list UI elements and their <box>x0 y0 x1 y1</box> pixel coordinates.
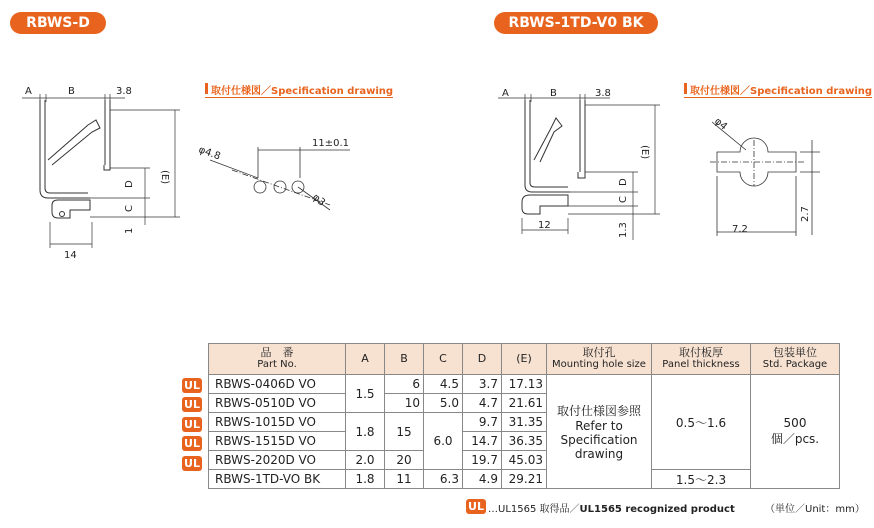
right-width: 7.2 <box>732 224 748 235</box>
table-cell: 17.13 <box>502 375 547 394</box>
table-cell: 19.7 <box>463 451 502 470</box>
right-dim-3-8: 3.8 <box>595 88 611 99</box>
left-spec-holes <box>210 147 350 210</box>
ul-badge: UL <box>182 436 202 451</box>
right-height: 2.7 <box>800 206 811 222</box>
table-cell: 14.7 <box>463 432 502 451</box>
table-cell: RBWS-2020D VO <box>209 451 346 470</box>
footnote-text: …UL1565 取得品／UL1565 recognized product <box>488 504 735 515</box>
table-cell: 45.03 <box>502 451 547 470</box>
left-hole1: φ4.8 <box>196 144 222 163</box>
right-dim-d: D <box>618 178 629 186</box>
left-dim-e: (E) <box>159 170 170 185</box>
table-cell: 31.35 <box>502 413 547 432</box>
mounting-hole-cell: 取付仕様図参照 Refer to Specification drawing <box>547 375 652 489</box>
left-pitch: 11±0.1 <box>312 138 350 149</box>
product-title-rbws-d: RBWS-D <box>10 12 106 34</box>
left-dim-a: A <box>25 86 32 97</box>
left-dim-3-8: 3.8 <box>116 86 132 97</box>
table-cell: 15 <box>385 413 424 451</box>
table-cell: 29.21 <box>502 470 547 489</box>
table-cell: 5.0 <box>424 394 463 413</box>
left-part-profile <box>40 100 110 218</box>
header-part-no: 品 番 Part No. <box>209 344 346 375</box>
panel-thickness-cell-2: 1.5～2.3 <box>652 470 751 489</box>
table-cell: 4.7 <box>463 394 502 413</box>
table-cell: RBWS-1015D VO <box>209 413 346 432</box>
table-cell: 11 <box>385 470 424 489</box>
right-part-profile <box>522 100 585 214</box>
ul-badge: UL <box>182 378 202 393</box>
table-cell: RBWS-0406D VO <box>209 375 346 394</box>
right-dim-e: (E) <box>639 145 650 160</box>
table-row <box>209 470 840 489</box>
left-dim-1: 1 <box>124 227 135 234</box>
footnote-ul-badge: UL <box>466 499 486 514</box>
ul-badge: UL <box>182 456 202 471</box>
right-dim-c: C <box>618 196 629 203</box>
panel-thickness-cell: 0.5～1.6 <box>652 375 751 470</box>
left-hole2: φ3 <box>310 191 328 209</box>
table-cell: 4.5 <box>424 375 463 394</box>
right-dim-b: B <box>550 88 557 99</box>
table-cell: 36.35 <box>502 432 547 451</box>
product-title-rbws-1td: RBWS-1TD-V0 BK <box>494 12 658 34</box>
header-c: C <box>424 344 463 375</box>
left-dim-14: 14 <box>64 250 77 261</box>
table-row <box>209 375 840 394</box>
spec-drawing-label-right: 取付仕様図／Specification drawing <box>684 82 872 98</box>
table-cell: 3.7 <box>463 375 502 394</box>
header-panel-thickness: 取付板厚 Panel thickness <box>652 344 751 375</box>
table-cell: 1.8 <box>346 413 385 451</box>
header-b: B <box>385 344 424 375</box>
package-cell: 500 個／pcs. <box>751 375 840 489</box>
header-mounting-hole: 取付孔 Mounting hole size <box>547 344 652 375</box>
header-package: 包装単位 Std. Package <box>751 344 840 375</box>
header-e: (E) <box>502 344 547 375</box>
right-dim-a: A <box>502 88 509 99</box>
left-dim-c: C <box>124 205 135 212</box>
left-dim-b: B <box>68 86 75 97</box>
spec-drawing-label-left: 取付仕様図／Specification drawing <box>205 82 393 98</box>
table-cell: 10 <box>385 394 424 413</box>
table-cell: 1.5 <box>346 375 385 413</box>
table-cell: 20 <box>385 451 424 470</box>
header-a: A <box>346 344 385 375</box>
spec-table <box>208 343 840 489</box>
ul-badge: UL <box>182 397 202 412</box>
left-dim-d: D <box>124 180 135 188</box>
table-cell: 6.3 <box>424 470 463 489</box>
table-cell: RBWS-1515D VO <box>209 432 346 451</box>
table-cell: 6 <box>385 375 424 394</box>
table-cell: 9.7 <box>463 413 502 432</box>
header-d: D <box>463 344 502 375</box>
unit-note: （単位／Unit：mm） <box>765 504 865 515</box>
table-header-row <box>209 344 840 375</box>
right-dim-1-3: 1.3 <box>618 222 629 238</box>
table-cell: 21.61 <box>502 394 547 413</box>
table-cell: 2.0 <box>346 451 385 470</box>
table-cell: RBWS-1TD-VO BK <box>209 470 346 489</box>
table-cell: 4.9 <box>463 470 502 489</box>
table-cell: 1.8 <box>346 470 385 489</box>
right-dim-12: 12 <box>538 220 551 231</box>
table-cell: 6.0 <box>424 413 463 470</box>
right-hole: φ4 <box>712 115 730 133</box>
table-cell: RBWS-0510D VO <box>209 394 346 413</box>
ul-badge: UL <box>182 417 202 432</box>
